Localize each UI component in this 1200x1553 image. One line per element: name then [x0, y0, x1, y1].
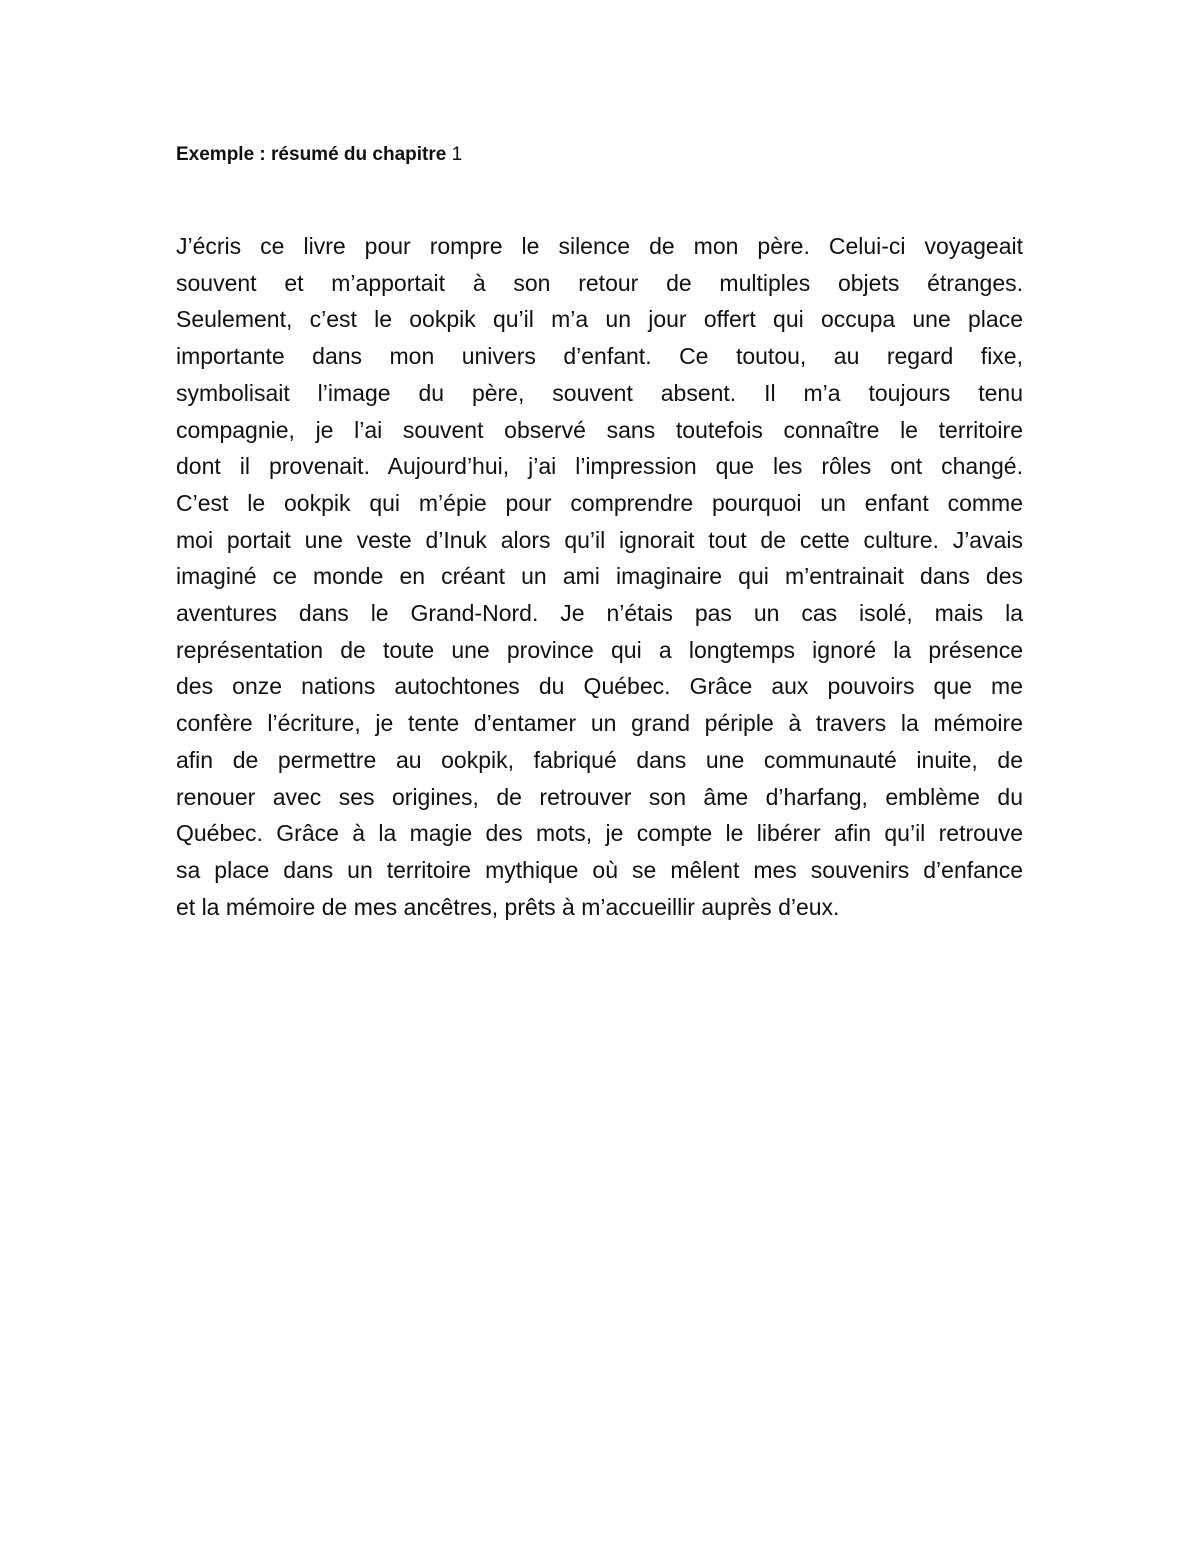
paragraph-line: C’est le ookpik qui m’épie pour comprendre pourquoi un enfant comme	[176, 489, 1023, 516]
paragraph-line: compagnie, je l’ai souvent observé sans toutefois connaître le territoire	[176, 416, 1023, 443]
paragraph-line: des onze nations autochtones du Québec. Grâce aux pouvoirs que me	[176, 673, 1023, 700]
paragraph-line: confère l’écriture, je tente d’entamer un grand périple à travers la mémoire	[176, 710, 1023, 737]
heading-title: Exemple : résumé du chapitre	[176, 144, 447, 165]
paragraph-line: souvent et m’apportait à son retour de multiples objets étranges.	[176, 269, 1023, 296]
paragraph-line: J’écris ce livre pour rompre le silence de mon père. Celui-ci voyageait	[176, 233, 1023, 259]
heading-chapter-number: 1	[451, 144, 463, 165]
summary-paragraph	[176, 228, 1023, 925]
paragraph-line: Québec. Grâce à la magie des mots, je compte le libérer afin qu’il retrouve	[176, 820, 1023, 847]
paragraph-line: moi portait une veste d’Inuk alors qu’il ignorait tout de cette culture. J’avais	[176, 526, 1023, 553]
paragraph-line: dont il provenait. Aujourd’hui, j’ai l’impression que les rôles ont changé.	[176, 453, 1023, 480]
paragraph-line: renouer avec ses origines, de retrouver son âme d’harfang, emblème du	[176, 783, 1023, 810]
paragraph-line: importante dans mon univers d’enfant. Ce toutou, au regard fixe,	[176, 343, 1023, 370]
paragraph-line: représentation de toute une province qui a longtemps ignoré la présence	[176, 636, 1023, 663]
paragraph-line: imaginé ce monde en créant un ami imaginaire qui m’entrainait dans des	[176, 563, 1023, 590]
paragraph-line: sa place dans un territoire mythique où se mêlent mes souvenirs d’enfance	[176, 856, 1023, 883]
paragraph-line: Seulement, c’est le ookpik qu’il m’a un jour offert qui occupa une place	[176, 306, 1023, 333]
paragraph-line: afin de permettre au ookpik, fabriqué dans une communauté inuite, de	[176, 746, 1023, 773]
paragraph-line: aventures dans le Grand-Nord. Je n’étais pas un cas isolé, mais la	[176, 600, 1023, 627]
paragraph-line: symbolisait l’image du père, souvent absent. Il m’a toujours tenu	[176, 379, 1023, 406]
document-heading	[176, 142, 462, 168]
paragraph-line: et la mémoire de mes ancêtres, prêts à m’accueillir auprès d’eux.	[176, 893, 840, 920]
